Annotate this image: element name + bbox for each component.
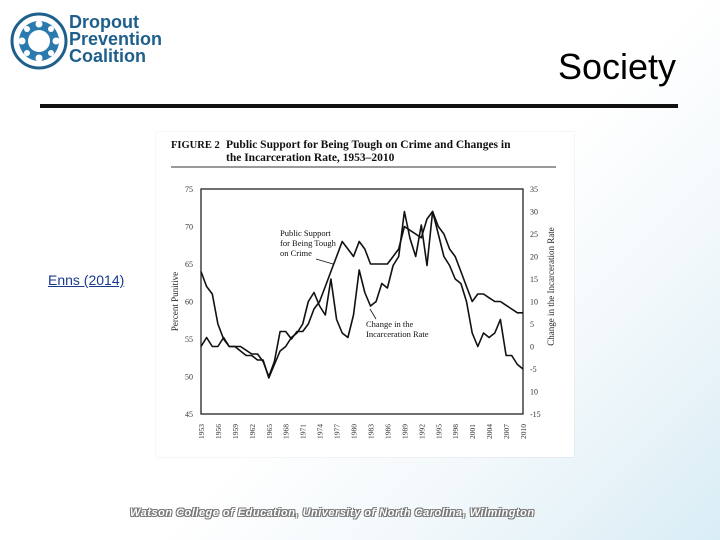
y-right-tick-label: 0 (530, 342, 534, 352)
y-right-tick-label: 35 (530, 185, 538, 194)
x-tick-label: 1977 (332, 424, 342, 439)
x-tick-label: 1971 (298, 424, 308, 439)
x-tick-label: 1959 (230, 424, 240, 439)
chart-figure (156, 132, 574, 457)
logo-line-1: Dropout (69, 12, 139, 32)
y-right-tick-label: 20 (530, 252, 538, 262)
y-left-axis-label: Percent Punitive (170, 271, 180, 332)
plot-frame (201, 189, 523, 414)
x-tick-label: 2001 (468, 424, 478, 439)
annotation-punitive-line: for Being Tough (280, 238, 336, 248)
footer-text: Watson College of Education, University of North Carolina, Wilmington (130, 507, 535, 519)
x-tick-label: 1983 (366, 424, 376, 439)
logo-line-3: Coalition (69, 46, 146, 66)
x-tick-label: 1992 (417, 424, 427, 439)
y-left-tick-label: 60 (185, 297, 193, 307)
x-tick-label: 1956 (213, 424, 223, 439)
logo-wordmark (69, 14, 162, 65)
x-tick-label: 1965 (264, 424, 274, 439)
y-left-tick-label: 45 (185, 410, 193, 419)
y-right-tick-label: 10 (530, 297, 538, 307)
annotation-punitive-line: on Crime (280, 248, 312, 258)
y-right-tick-label: 10 (530, 387, 538, 397)
people-circle-icon (10, 12, 68, 70)
y-left-tick-label: 70 (185, 222, 193, 232)
x-tick-label: 1962 (247, 424, 257, 439)
slide-title: Society (557, 46, 676, 87)
x-tick-label: 1968 (281, 424, 291, 439)
y-left-tick-label: 65 (185, 260, 193, 269)
x-tick-label: 2007 (502, 424, 512, 439)
y-left-tick-label: 50 (185, 372, 193, 382)
y-right-tick-label: -5 (530, 365, 537, 374)
y-right-axis-label: Change in the Incarceration Rate (546, 227, 556, 346)
x-tick-label: 1974 (315, 424, 325, 439)
y-right-tick-label: -15 (530, 410, 541, 419)
annotation-incarceration-line: Change in the (366, 319, 414, 329)
series-line-punitive (201, 212, 523, 377)
annotation-punitive-pointer (316, 259, 333, 264)
x-tick-label: 1989 (400, 424, 410, 439)
source-link[interactable]: Enns (2014) (48, 272, 125, 288)
dropout-prevention-coalition-logo (10, 10, 170, 72)
y-left-tick-label: 55 (185, 335, 193, 344)
y-right-tick-label: 25 (530, 230, 538, 239)
chart-figure-label: FIGURE 2 (171, 140, 220, 151)
annotation-punitive-line: Public Support (280, 228, 331, 238)
y-right-tick-label: 5 (530, 320, 534, 329)
y-left-tick-label: 75 (185, 185, 193, 194)
annotation-incarceration-pointer (370, 309, 376, 319)
chart-title-line-2: the Incarceration Rate, 1953–2010 (226, 152, 395, 164)
chart-svg (156, 132, 574, 457)
annotation-incarceration-line: Incarceration Rate (366, 329, 429, 339)
x-tick-label: 1998 (451, 424, 461, 439)
x-tick-label: 1986 (383, 424, 393, 439)
title-divider (40, 104, 678, 108)
x-tick-label: 1980 (349, 424, 359, 439)
y-right-tick-label: 15 (530, 275, 538, 284)
chart-title-line-1: Public Support for Being Tough on Crime and Changes in (226, 139, 511, 151)
x-tick-label: 2010 (519, 424, 528, 439)
x-tick-label: 1995 (434, 424, 444, 439)
x-tick-label: 2004 (485, 424, 495, 439)
x-tick-label: 1953 (197, 424, 206, 439)
logo-line-2: Prevention (69, 29, 163, 49)
y-right-tick-label: 30 (530, 207, 538, 217)
